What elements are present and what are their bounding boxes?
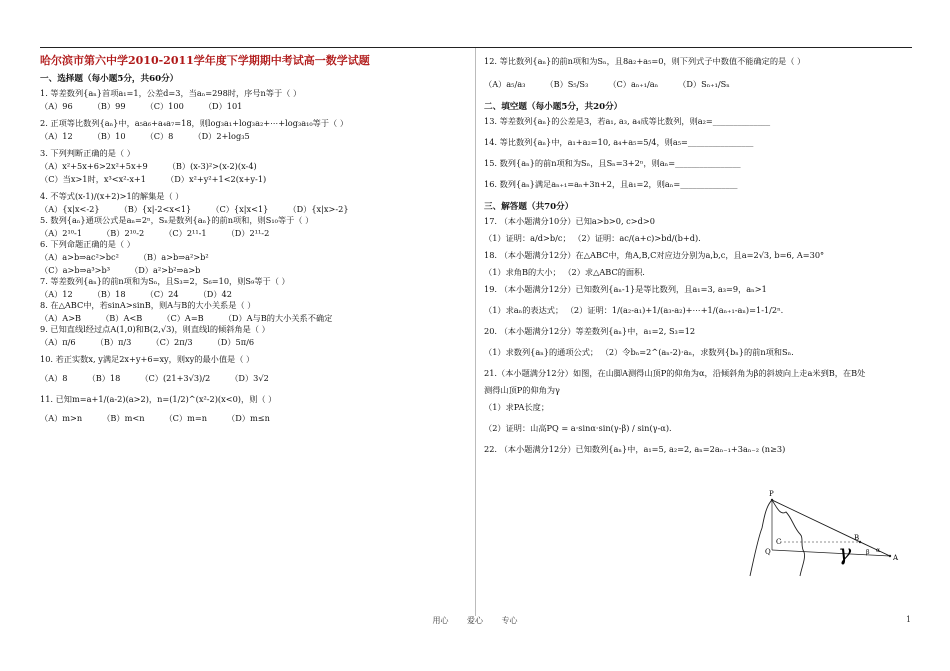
- option: （B）18: [92, 289, 126, 299]
- figure-label-c: C: [776, 538, 782, 546]
- question-11: 11. 已知m=a+1/(a-2)(a>2)，n=(1/2)^(x²-2)(x<0)，则（ ）: [40, 394, 277, 404]
- question-12-options: [484, 79, 914, 90]
- question-3-options-row1: [40, 161, 470, 172]
- footer-item: 专心: [501, 616, 518, 625]
- option: （D）x²+y²+1<2(x+y-1): [166, 174, 267, 184]
- mountain-figure: [740, 488, 910, 584]
- option: （C）a>b⇒a³>b³: [40, 265, 111, 275]
- question-3-options-row2: [40, 174, 470, 185]
- question-16: 16. 数列{aₙ}满足aₙ₊₁=aₙ+3n+2，且a₁=2，则aₙ=______________: [484, 179, 738, 189]
- section-answer: 三、解答题（共70分）: [484, 202, 574, 212]
- option: （D）101: [203, 101, 243, 111]
- page-title: 哈尔滨市第六中学2010-2011学年度下学期期中考试高一数学试题: [40, 54, 370, 67]
- option: （D）Sₙ₊₁/Sₙ: [678, 79, 730, 89]
- option: （B）{x|-2<x<1}: [119, 204, 192, 214]
- question-20-parts: （1）求数列{aₙ}的通项公式； （2）令bₙ=2^(aₙ-2)·aₙ，求数列{bₙ}的前n项和Sₙ.: [484, 347, 794, 357]
- question-8: 8. 在△ABC中，若sinA>sinB，则A与B的大小关系是（ ）: [40, 300, 256, 310]
- question-5-options: [40, 228, 470, 239]
- question-21-part1: （1）求PA长度；: [484, 402, 550, 412]
- question-19-parts: （1）求aₙ的表达式； （2）证明：1/(a₂-a₁)+1/(a₃-a₂)+⋯+1/(aₙ₊₁-aₙ)=1-1/2ⁿ.: [484, 305, 784, 315]
- question-10-options: [40, 373, 470, 384]
- question-18: 18. （本小题满分12分）在△ABC中，角A,B,C对应边分别为a,b,c，且a=2√3, b=6, A=30°: [484, 250, 825, 260]
- question-4: 4. 不等式(x-1)/(x+2)>1的解集是（ ）: [40, 191, 184, 201]
- option: （A）12: [40, 131, 73, 141]
- footer-item: 用心: [432, 616, 449, 625]
- page-number: 1: [906, 615, 912, 624]
- question-21-line2: 测得山顶P的仰角为γ: [484, 385, 560, 395]
- question-21-part2: （2）证明：山高PQ = a·sinα·sin(γ-β) / sin(γ-α).: [484, 423, 672, 433]
- question-13: 13. 等差数列{aₙ}的公差是3，若a₁, a₃, a₄成等比数列，则a₂=______________: [484, 116, 771, 126]
- right-column: [484, 52, 914, 455]
- question-6-options-row1: [40, 252, 470, 263]
- question-10: 10. 若正实数x, y满足2x+y+6=xy，则xy的最小值是（ ）: [40, 354, 255, 364]
- question-17: 17. （本小题满分10分）已知a>b>0, c>d>0: [484, 216, 655, 226]
- option: （A）x²+5x+6>2x²+5x+9: [40, 161, 148, 171]
- question-7-options: [40, 289, 470, 300]
- option: （A）a₅/a₃: [484, 79, 526, 89]
- column-divider: [475, 48, 476, 616]
- option: （B）a>b⇒a²>b²: [138, 252, 209, 262]
- figure-label-b: B: [854, 534, 860, 542]
- question-2: 2. 正项等比数列{aₙ}中，a₅a₆+a₄a₇=18，则log₃a₁+log₃a₂+⋯+log₃a₁₀等于（ ）: [40, 118, 349, 128]
- question-8-options: [40, 313, 470, 324]
- option: （B）2¹⁰-2: [102, 228, 145, 238]
- question-15: 15. 数列{aₙ}的前n项和为Sₙ，且Sₙ=3+2ⁿ，则aₙ=________________: [484, 158, 741, 168]
- option: （D）m≤n: [227, 413, 270, 423]
- page-footer: [0, 615, 950, 626]
- option: （B）π/3: [95, 337, 132, 347]
- header-rule: [40, 47, 912, 48]
- option: （D）42: [198, 289, 232, 299]
- question-1-options: [40, 101, 470, 112]
- option: （C）aₙ₊₁/aₙ: [608, 79, 659, 89]
- option: （B）A<B: [101, 313, 143, 323]
- option: （C）当x>1时，x³<x²-x+1: [40, 174, 147, 184]
- option: （D）{x|x>-2}: [288, 204, 349, 214]
- option: （A）2¹⁰-1: [40, 228, 83, 238]
- option: （C）2π/3: [151, 337, 193, 347]
- option: （B）10: [92, 131, 126, 141]
- section-choice: 一、选择题（每小题5分，共60分）: [40, 74, 179, 84]
- question-19: 19. （本小题满分12分）已知数列{aₙ-1}是等比数列，且a₁=3, a₃=9，aₙ>1: [484, 284, 767, 294]
- option: （C）24: [145, 289, 179, 299]
- question-11-options: [40, 413, 470, 424]
- option: （C）A=B: [162, 313, 204, 323]
- left-column: [40, 52, 470, 424]
- option: （C）2¹¹-1: [164, 228, 207, 238]
- option: （C）m=n: [164, 413, 208, 423]
- option: （A）{x|x<-2}: [40, 204, 100, 214]
- option: （A）96: [40, 101, 73, 111]
- option: （C）100: [145, 101, 184, 111]
- figure-label-p: P: [769, 490, 774, 498]
- question-21: 21.（本小题满分12分）如图，在山脚A测得山顶P的仰角为α，沿倾斜角为β的斜坡向上走a米到B，在B处: [484, 368, 866, 378]
- question-20: 20. （本小题满分12分）等差数列{aₙ}中，a₁=2, S₃=12: [484, 326, 696, 336]
- option: （D）2¹¹-2: [226, 228, 270, 238]
- question-3: 3. 下列判断正确的是（ ）: [40, 148, 135, 158]
- option: （A）A>B: [40, 313, 82, 323]
- option: （B）18: [87, 373, 121, 383]
- option: （B）99: [92, 101, 126, 111]
- question-18-parts: （1）求角B的大小； （2）求△ABC的面积.: [484, 267, 645, 277]
- option: （A）12: [40, 289, 73, 299]
- option: （D）2+log₃5: [193, 131, 250, 141]
- question-9: 9. 已知直线l经过点A(1,0)和B(2,√3)，则直线l的倾斜角是（ ）: [40, 324, 270, 334]
- option: （A）π/6: [40, 337, 76, 347]
- question-6: 6. 下列命题正确的是（ ）: [40, 239, 135, 249]
- question-7: 7. 等差数列{aₙ}的前n项和为Sₙ，且S₃=2，S₆=10，则S₉等于（ ）: [40, 276, 290, 286]
- question-14: 14. 等比数列{aₙ}中，a₁+a₂=10, a₄+a₅=5/4，则a₅=________________: [484, 137, 754, 147]
- figure-label-alpha: α: [876, 547, 881, 554]
- question-6-options-row2: [40, 265, 470, 276]
- question-22: 22. （本小题满分12分）已知数列{aₙ}中，a₁=5, a₂=2, aₙ=2aₙ₋₁+3aₙ₋₂ (n≥3): [484, 444, 786, 454]
- figure-label-a: A: [893, 554, 899, 562]
- question-5: 5. 数列{aₙ}通项公式是aₙ=2ⁿ，Sₙ是数列{aₙ}的前n项和，则S₁₀等于（ ）: [40, 215, 314, 225]
- option: （C）8: [145, 131, 174, 141]
- figure-label-q: Q: [765, 548, 771, 556]
- section-fill: 二、填空题（每小题5分，共20分）: [484, 102, 623, 112]
- option: （A）m>n: [40, 413, 83, 423]
- option: （C）(21+3√3)/2: [140, 373, 211, 383]
- option: （B）m<n: [102, 413, 145, 423]
- option: （D）5π/6: [212, 337, 255, 347]
- question-2-options: [40, 131, 470, 142]
- option: （A）a>b⇒ac²>bc²: [40, 252, 119, 262]
- question-9-options: [40, 337, 470, 348]
- footer-item: 爱心: [467, 616, 483, 625]
- option: （A）8: [40, 373, 68, 383]
- figure-label-beta: β: [866, 549, 870, 556]
- question-17-parts: （1）证明：a/d>b/c； （2）证明：ac/(a+c)>bd/(b+d).: [484, 233, 701, 243]
- option: （B）S₅/S₃: [545, 79, 589, 89]
- figure-label-gamma: γ: [838, 541, 852, 566]
- option: （B）(x-3)²>(x-2)(x-4): [167, 161, 257, 171]
- option: （D）a²>b²⇒a>b: [130, 265, 201, 275]
- question-1: 1. 等差数列{aₙ}首项a₁=1，公差d=3，当aₙ=298时，序号n等于（ ）: [40, 88, 302, 98]
- option: （C）{x|x<1}: [211, 204, 269, 214]
- question-4-options: [40, 204, 470, 215]
- option: （D）3√2: [230, 373, 269, 383]
- question-12: 12. 等比数列{aₙ}的前n项和为Sₙ，且8a₂+a₅=0，则下列式子中数值不能确定的是（ ）: [484, 56, 806, 66]
- option: （D）A与B的大小关系不确定: [223, 313, 333, 323]
